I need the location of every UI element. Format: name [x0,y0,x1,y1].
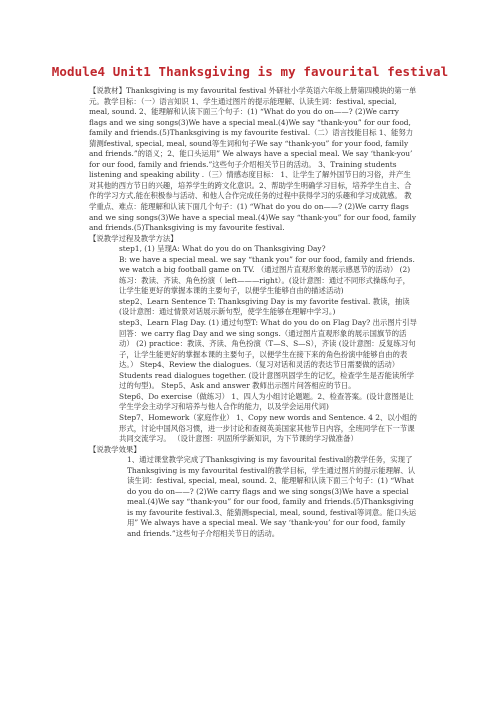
step6-paragraph: Step6、Do exercise（做练习） 1、四人为小组讨论题题。2、检查答案。(设计意图是让学生学会主动学习和培养与他人合作的能力，以及学会运用代词) [119,391,414,412]
effect-paragraph: 1、通过课堂教学完成了Thanksgiving is my favourital festival的教学任务，实现了Thanksgiving is my favourital festival的教学目标，学生通过图片的提示能理解、认读生词：festival, special, meal, sound. 2、能理解和认读下面三个句子：(1) “What do you do on——? (2)We carry flags and we sing songs(3)We have a special meal.(4)We say “thank-you” for our food, family and friends.(5)Thanksgiving is my favourite festival.3、能猜测special, meal, sound, festival等词意。能口头运用” We always have a special meal. We say ‘thank-you’ for our food, family and friends.”这些句子介绍相关节日的活动。 [127,455,417,538]
step3-paragraph: step3、Learn Flag Day. (1) 通过句型T: What do you do on Flag Day? 出示图片引导回答：we carry flag Day and we sing songs.（通过图片直观形象的展示国旗节的活动） (2) practice：教读、齐读、角色扮演（T—S、S—S），齐读 (设计意图：反复练习句子，让学生能更好的掌握本课的主要句子，以便学生在接下来的角色扮演中能够自由的表达。） Step4、Review the dialogues.（复习对话和灵活的表达节日需要做的活动） Students read dialogues together. (设计意图巩固学生的记忆，检查学生是否能读所学过的句型)。 Step5、Ask and answer 教师出示图片问答相应的节日。 [119,318,417,391]
document-body [89,86,417,540]
step1-dialogue-paragraph: B: we have a special meal. we say “thank you” for our food, family and friends. we watch a big football game on TV. （通过图片直观形象的展示感恩节的活动） (2) 练习：教读、齐读、角色扮演（ left———right）。(设计意图：通过不同形式操练句子，让学生能更好的掌握本课的主要句子，以便学生能够自由的描述活动) [119,254,415,296]
step2-paragraph: step2、Learn Sentence T: Thanksgiving Day is my favorite festival. 教读，抽读 (设计意图：通过情景对话展示新句型，使学生能够在理解中学习。) [119,296,410,317]
teaching-material-paragraph: 【说教材】Thanksgiving is my favourital festival 外研社小学英语六年级上册第四模块的第一单元。教学目标：（一）语言知识 1、学生通过图片的提示能理解、认读生词：festival, special, meal, sound. 2、能理解和认读下面三个句子：(1) “What do you do on——? (2)We carry flags and we sing songs(3)We have a special meal.(4)We say “thank-you” for our food, family and friends.(5)Thanksgiving is my favourite festival.（二）语言技能目标 1、能努力猜测festival, special, meal, sound等生词和句子We say “thank-you” for your food, family and friends.”的语义；2、能口头运用” We always have a special meal. We say ‘thank-you’ for our food, family and friends.”这些句子介绍相关节日的活动。 3、Training students listening and speaking ability .（三）情感态度目标： 1、让学生了解外国节日的习俗，并产生对其他的西方节日的兴趣，培养学生的跨文化意识。2、帮助学生明确学习目标，培养学生自主、合作的学习方式,能在积极参与活动、和他人合作完成任务的过程中获得学习的乐趣和学习成就感。 教学重点、难点：能理解和认读下面几个句子：(1) “What do you do on——? (2)We carry flags and we sing songs(3)We have a special meal.(4)We say “thank-you” for our food, family and friends.(5)Thanksgiving is my favourite festival. [89,86,417,233]
document-title: Module4 Unit1 Thanksgiving is my favourital festival [51,64,449,79]
effect-section-heading: 【说教学效果】 [89,444,141,454]
step1-paragraph: step1, (1) 呈现A: What do you do on Thanksgiving Day? [119,244,326,254]
process-section-heading: 【说教学过程及教学方法】 [89,233,178,243]
step7-paragraph: Step7、Homework（家庭作业） 1、Copy new words and Sentence. 4 2、以小组的形式，讨论中国风俗习惯，进一步讨论和查阅英美国家其他节日内容，全班同学在下一节课共同交流学习。 （设计意图：巩固所学新知识，为下节课的学习做准备） [119,412,417,444]
